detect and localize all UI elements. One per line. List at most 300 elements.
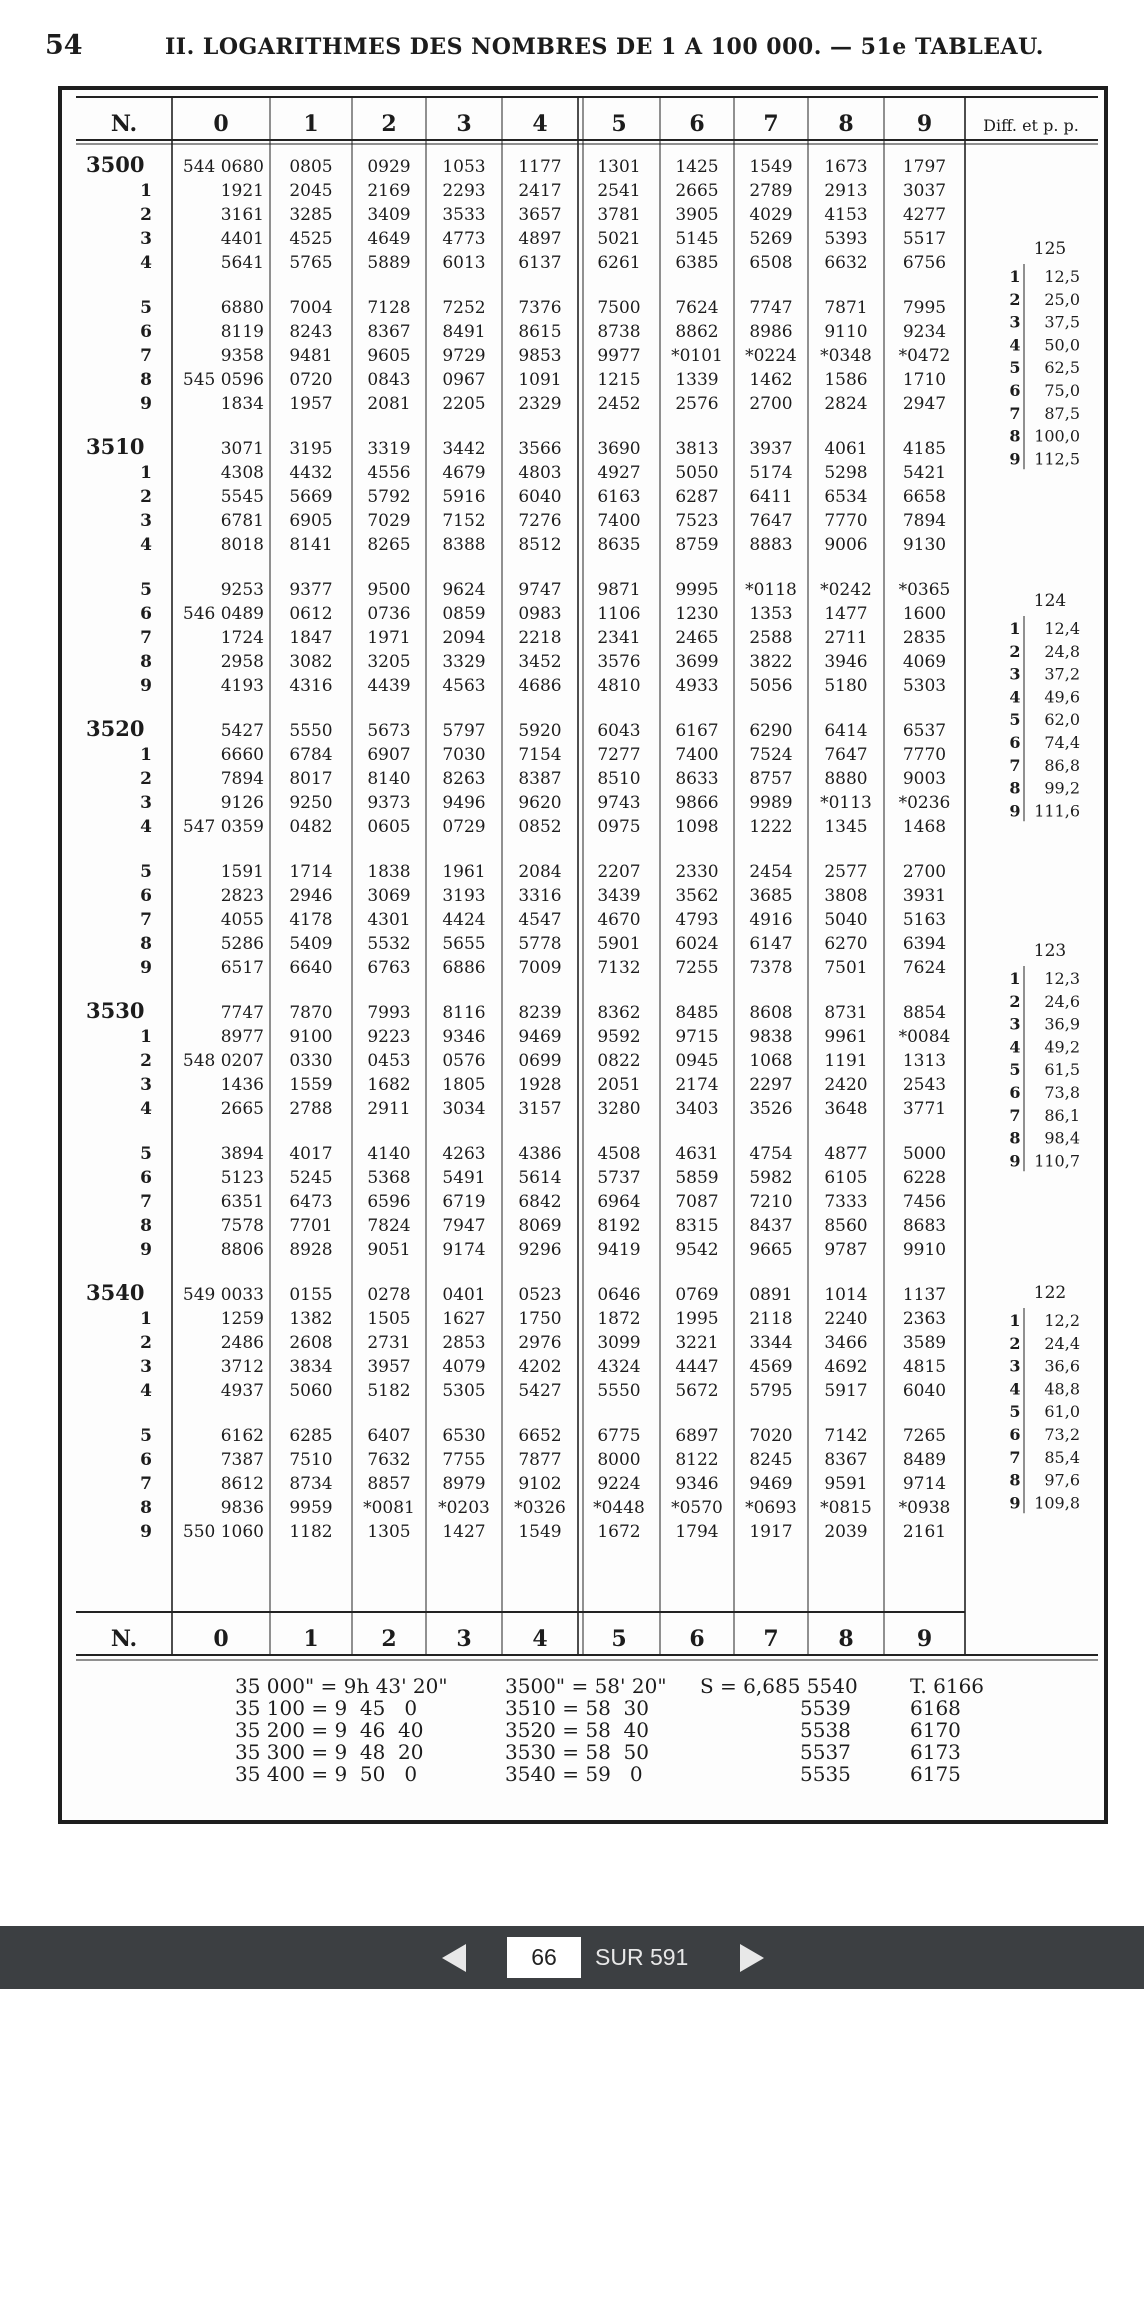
column-footer: 7	[763, 1626, 779, 1652]
table-cell: 9051	[367, 1240, 411, 1260]
table-cell: 4803	[518, 463, 562, 483]
table-cell: 2947	[902, 394, 947, 414]
table-cell: 7578	[220, 1216, 264, 1236]
table-cell: 5545	[220, 487, 264, 507]
table-cell: 8263	[442, 769, 486, 789]
table-cell: 8491	[442, 322, 486, 342]
row-number: 4	[140, 817, 152, 837]
table-cell: 7870	[289, 1003, 333, 1023]
table-cell: 6517	[220, 958, 264, 978]
pp-digit: 9	[1009, 449, 1021, 469]
row-number: 3	[140, 793, 152, 813]
pp-value: 49,6	[1044, 687, 1080, 707]
table-cell: 1313	[902, 1051, 947, 1071]
table-cell: 4424	[442, 910, 486, 930]
table-cell: 8734	[289, 1474, 333, 1494]
table-cell: 9715	[675, 1027, 719, 1047]
table-cell: 9481	[289, 346, 333, 366]
table-cell: 1961	[442, 862, 486, 882]
table-cell: 8683	[902, 1216, 947, 1236]
table-cell: 7004	[289, 298, 333, 318]
pp-digit: 3	[1009, 1014, 1021, 1034]
pp-digit: 9	[1009, 801, 1021, 821]
row-number: 9	[140, 1240, 152, 1260]
table-cell: 8367	[367, 322, 411, 342]
table-cell: 8116	[442, 1003, 486, 1023]
table-cell: 3699	[675, 652, 719, 672]
table-cell: 7456	[902, 1192, 947, 1212]
row-number: 4	[140, 535, 152, 555]
table-cell: 4140	[367, 1144, 411, 1164]
pp-digit: 2	[1009, 1333, 1021, 1353]
table-cell: 9836	[220, 1498, 264, 1518]
table-cell: 2039	[824, 1522, 868, 1542]
table-cell: 2788	[289, 1099, 333, 1119]
table-cell: 6880	[220, 298, 264, 318]
table-cell: 5305	[442, 1381, 486, 1401]
table-cell: 7020	[749, 1426, 793, 1446]
table-cell: 3439	[597, 886, 641, 906]
table-cell: 4069	[902, 652, 947, 672]
table-cell: 1838	[367, 862, 411, 882]
table-cell: 0736	[367, 604, 411, 624]
table-cell: 5393	[824, 229, 868, 249]
row-number: 8	[140, 1498, 152, 1518]
table-cell: *0693	[745, 1498, 797, 1518]
row-number: 3	[140, 1075, 152, 1095]
table-cell: 549 0033	[182, 1285, 264, 1305]
table-cell: 7128	[367, 298, 411, 318]
table-cell: *0570	[671, 1498, 723, 1518]
table-cell: 3781	[597, 205, 641, 225]
pp-digit: 5	[1009, 358, 1021, 378]
table-cell: 3452	[518, 652, 562, 672]
row-number: 2	[140, 1051, 152, 1071]
table-cell: 2207	[597, 862, 641, 882]
table-cell: 8437	[749, 1216, 793, 1236]
table-cell: 8738	[597, 322, 641, 342]
table-cell: 6763	[367, 958, 411, 978]
conversion-notes	[80, 1668, 1080, 1818]
table-cell: 1014	[824, 1285, 868, 1305]
table-cell: 2045	[289, 181, 333, 201]
table-cell: 6530	[442, 1426, 486, 1446]
table-cell: 6632	[824, 253, 868, 273]
table-cell: 9853	[518, 346, 562, 366]
table-cell: 2420	[824, 1075, 868, 1095]
table-cell: 3193	[442, 886, 486, 906]
pp-value: 86,8	[1044, 755, 1080, 775]
table-cell: 1834	[220, 394, 264, 414]
table-cell: 9961	[824, 1027, 868, 1047]
table-cell: 3466	[824, 1333, 868, 1353]
table-cell: 1230	[675, 604, 719, 624]
table-cell: 0843	[367, 370, 411, 390]
table-cell: 4773	[442, 229, 486, 249]
table-cell: 7265	[902, 1426, 947, 1446]
table-cell: 9592	[597, 1027, 641, 1047]
table-cell: 3685	[749, 886, 793, 906]
table-cell: 3808	[824, 886, 868, 906]
table-cell: 2576	[675, 394, 719, 414]
table-cell: 9250	[289, 793, 333, 813]
table-cell: 1353	[749, 604, 793, 624]
table-cell: 3931	[902, 886, 947, 906]
column-footer: 1	[303, 1626, 319, 1652]
table-cell: 4301	[367, 910, 411, 930]
row-number: 8	[140, 934, 152, 954]
conversion-cell: 35 300 = 9 48 20	[235, 1740, 424, 1764]
table-cell: 5792	[367, 487, 411, 507]
row-number: 6	[140, 886, 152, 906]
table-cell: *0242	[820, 580, 872, 600]
table-cell: 3442	[442, 439, 486, 459]
table-cell: 3566	[518, 439, 562, 459]
table-cell: 5056	[749, 676, 793, 696]
table-cell: 2465	[675, 628, 719, 648]
row-number: 3540	[86, 1280, 145, 1305]
table-cell: 5303	[902, 676, 947, 696]
table-cell: 5673	[367, 721, 411, 741]
column-footer: N.	[110, 1626, 138, 1652]
table-cell: 6756	[902, 253, 947, 273]
table-cell: 5532	[367, 934, 411, 954]
pp-value: 12,5	[1044, 267, 1080, 286]
table-cell: 5421	[902, 463, 947, 483]
table-cell: 2608	[289, 1333, 333, 1353]
table-cell: 7871	[824, 298, 868, 318]
table-cell: 6105	[824, 1168, 868, 1188]
pp-value: 97,6	[1044, 1470, 1080, 1490]
table-cell: 6775	[597, 1426, 641, 1446]
table-cell: 7995	[902, 298, 947, 318]
table-cell: 1672	[597, 1522, 641, 1542]
conversion-cell: 6168	[910, 1696, 961, 1720]
table-cell: 2911	[367, 1099, 411, 1119]
table-cell: 6781	[220, 511, 264, 531]
column-header: 7	[763, 111, 779, 137]
conversion-cell: 5535	[800, 1762, 851, 1786]
pp-value: 87,5	[1044, 403, 1080, 423]
table-cell: 6394	[902, 934, 947, 954]
table-cell: 9542	[675, 1240, 719, 1260]
table-cell: 9871	[597, 580, 641, 600]
table-cell: 2169	[367, 181, 411, 201]
table-cell: 6842	[518, 1192, 562, 1212]
column-footer: 8	[838, 1626, 854, 1652]
table-cell: 9006	[824, 535, 868, 555]
table-cell: 8367	[824, 1450, 868, 1470]
table-cell: 1586	[824, 370, 868, 390]
table-cell: *0472	[898, 346, 951, 366]
row-number: 6	[140, 1450, 152, 1470]
table-cell: 2711	[824, 628, 868, 648]
table-cell: 6534	[824, 487, 868, 507]
table-cell: 5795	[749, 1381, 793, 1401]
table-cell: 5427	[518, 1381, 562, 1401]
table-cell: 8757	[749, 769, 793, 789]
table-cell: 5916	[442, 487, 486, 507]
table-cell: *0113	[820, 793, 872, 813]
table-cell: 8883	[749, 535, 793, 555]
pp-digit: 5	[1009, 1402, 1021, 1422]
table-cell: 7152	[442, 511, 486, 531]
previous-page-icon[interactable]	[440, 1942, 470, 1974]
table-cell: 5286	[220, 934, 264, 954]
page-number-input[interactable]	[507, 1937, 581, 1978]
table-cell: 3771	[902, 1099, 947, 1119]
pp-value: 86,1	[1044, 1105, 1080, 1125]
table-cell: 2330	[675, 862, 719, 882]
table-cell: 4897	[518, 229, 562, 249]
diff-value: 125	[1033, 239, 1067, 259]
pp-digit: 7	[1009, 1105, 1021, 1125]
table-cell: 3403	[675, 1099, 719, 1119]
diff-value: 124	[1033, 591, 1067, 611]
table-cell: 1710	[902, 370, 947, 390]
table-cell: 6411	[749, 487, 793, 507]
table-cell: 4432	[289, 463, 333, 483]
column-footer: 6	[689, 1626, 705, 1652]
column-header: 2	[381, 111, 397, 137]
table-cell: 1794	[675, 1522, 719, 1542]
table-cell: 5427	[220, 721, 264, 741]
table-cell: 8862	[675, 322, 719, 342]
table-cell: 6508	[749, 253, 793, 273]
table-cell: 545 0596	[182, 370, 264, 390]
table-cell: 3316	[518, 886, 562, 906]
pp-value: 37,5	[1044, 312, 1080, 332]
table-cell: 9729	[442, 346, 486, 366]
table-cell: 8986	[749, 322, 793, 342]
table-cell: 1053	[442, 157, 486, 177]
table-cell: 3946	[824, 652, 868, 672]
table-cell: 1301	[597, 157, 641, 177]
pp-value: 61,0	[1044, 1402, 1080, 1422]
table-cell: 5491	[442, 1168, 486, 1188]
table-cell: 1995	[675, 1309, 719, 1329]
row-number: 7	[140, 346, 152, 366]
table-cell: 1259	[220, 1309, 264, 1329]
table-cell: 4686	[518, 676, 562, 696]
table-cell: 3822	[749, 652, 793, 672]
table-cell: 0967	[442, 370, 486, 390]
table-cell: 3285	[289, 205, 333, 225]
row-number: 9	[140, 394, 152, 414]
column-footer: 4	[532, 1626, 548, 1652]
table-cell: 4308	[220, 463, 264, 483]
table-cell: 1505	[367, 1309, 411, 1329]
table-cell: 5550	[289, 721, 333, 741]
table-cell: 3319	[367, 439, 411, 459]
row-number: 4	[140, 253, 152, 273]
column-header: 0	[213, 111, 229, 137]
column-header: 3	[456, 111, 472, 137]
table-cell: 9234	[902, 322, 947, 342]
table-cell: 6287	[675, 487, 719, 507]
table-cell: 3205	[367, 652, 411, 672]
conversion-cell: 3520 = 58 40	[505, 1718, 649, 1742]
table-cell: 2976	[518, 1333, 562, 1353]
table-cell: 5669	[289, 487, 333, 507]
table-cell: 3161	[220, 205, 264, 225]
table-cell: 0822	[597, 1051, 641, 1071]
table-cell: 8928	[289, 1240, 333, 1260]
next-page-icon[interactable]	[736, 1942, 766, 1974]
row-number: 6	[140, 322, 152, 342]
table-cell: 4927	[597, 463, 641, 483]
pp-digit: 7	[1009, 403, 1021, 423]
table-cell: 6040	[518, 487, 562, 507]
pp-digit: 7	[1009, 755, 1021, 775]
pp-digit: 3	[1009, 664, 1021, 684]
column-footer: 2	[381, 1626, 397, 1652]
table-cell: 6285	[289, 1426, 333, 1446]
row-number: 5	[140, 862, 152, 882]
table-cell: 8512	[518, 535, 562, 555]
table-cell: 4692	[824, 1357, 868, 1377]
table-cell: 2486	[220, 1333, 264, 1353]
column-footer: 3	[456, 1626, 472, 1652]
row-number: 2	[140, 205, 152, 225]
table-cell: 9346	[675, 1474, 719, 1494]
pp-value: 62,0	[1044, 710, 1080, 730]
table-cell: 2417	[518, 181, 562, 201]
pp-value: 24,4	[1044, 1333, 1080, 1353]
table-cell: 1345	[824, 817, 868, 837]
table-cell: 4316	[289, 676, 333, 696]
table-cell: 1971	[367, 628, 411, 648]
row-number: 5	[140, 1426, 152, 1446]
table-cell: 0975	[597, 817, 641, 837]
table-cell: 9223	[367, 1027, 411, 1047]
pp-digit: 5	[1009, 1060, 1021, 1080]
table-cell: 6407	[367, 1426, 411, 1446]
table-cell: 3099	[597, 1333, 641, 1353]
table-cell: 5050	[675, 463, 719, 483]
table-cell: 1436	[220, 1075, 264, 1095]
row-number: 3530	[86, 998, 145, 1023]
table-cell: 4193	[220, 676, 264, 696]
table-cell: 7647	[749, 511, 793, 531]
table-cell: 0852	[518, 817, 562, 837]
table-cell: 9358	[220, 346, 264, 366]
table-cell: 8633	[675, 769, 719, 789]
table-cell: 1191	[824, 1051, 868, 1071]
pp-value: 12,3	[1044, 969, 1080, 988]
table-cell: 8880	[824, 769, 868, 789]
table-cell: 4810	[597, 676, 641, 696]
table-cell: 0891	[749, 1285, 793, 1305]
table-cell: 6024	[675, 934, 719, 954]
row-number: 1	[140, 1309, 152, 1329]
pp-digit: 8	[1009, 426, 1021, 446]
table-cell: 547 0359	[182, 817, 264, 837]
table-cell: 4055	[220, 910, 264, 930]
conversion-cell: 3510 = 58 30	[505, 1696, 649, 1720]
table-cell: 1068	[749, 1051, 793, 1071]
table-cell: 4202	[518, 1357, 562, 1377]
table-cell: 9665	[749, 1240, 793, 1260]
table-cell: 0929	[367, 157, 411, 177]
table-cell: 5917	[824, 1381, 868, 1401]
table-cell: 4916	[749, 910, 793, 930]
diff-value: 123	[1033, 941, 1067, 961]
pp-digit: 6	[1009, 1425, 1021, 1444]
table-cell: 2700	[902, 862, 947, 882]
table-cell: 3834	[289, 1357, 333, 1377]
table-cell: 1917	[749, 1522, 793, 1542]
table-cell: 8017	[289, 769, 333, 789]
table-cell: 0401	[442, 1285, 486, 1305]
table-cell: 4386	[518, 1144, 562, 1164]
table-cell: 7877	[518, 1450, 562, 1470]
table-cell: 8510	[597, 769, 641, 789]
table-cell: 2363	[902, 1309, 947, 1329]
table-cell: 0983	[518, 604, 562, 624]
conversion-cell: T. 6166	[910, 1674, 985, 1698]
table-cell: 3037	[902, 181, 947, 201]
pp-value: 73,2	[1044, 1425, 1080, 1444]
column-header: 4	[532, 111, 548, 137]
table-cell: 4754	[749, 1144, 793, 1164]
table-cell: 3069	[367, 886, 411, 906]
table-cell: 5163	[902, 910, 947, 930]
table-cell: 8806	[220, 1240, 264, 1260]
pp-digit: 1	[1009, 969, 1021, 988]
conversion-cell: S = 6,685 5540	[700, 1674, 858, 1698]
row-number: 7	[140, 910, 152, 930]
table-cell: 0523	[518, 1285, 562, 1305]
table-cell: 1427	[442, 1522, 486, 1542]
pp-value: 98,4	[1044, 1128, 1080, 1148]
table-cell: 3221	[675, 1333, 719, 1353]
table-cell: 1797	[902, 157, 947, 177]
table-cell: 7894	[902, 511, 947, 531]
table-cell: 7400	[675, 745, 719, 765]
table-cell: 5859	[675, 1168, 719, 1188]
table-cell: 5269	[749, 229, 793, 249]
table-cell: 7510	[289, 1450, 333, 1470]
table-cell: 1339	[675, 370, 719, 390]
pp-value: 75,0	[1044, 381, 1080, 400]
table-cell: 5765	[289, 253, 333, 273]
table-cell: 7333	[824, 1192, 868, 1212]
table-cell: *0236	[898, 793, 951, 813]
table-cell: 5517	[902, 229, 947, 249]
table-cell: 9743	[597, 793, 641, 813]
table-cell: 1222	[749, 817, 793, 837]
table-cell: 4061	[824, 439, 868, 459]
page-navigation-bar	[0, 1926, 1144, 1989]
table-cell: 5060	[289, 1381, 333, 1401]
table-cell: 2541	[597, 181, 641, 201]
table-cell: 8265	[367, 535, 411, 555]
table-cell: 7747	[220, 1003, 264, 1023]
table-cell: 1177	[518, 157, 562, 177]
table-cell: 6013	[442, 253, 486, 273]
table-cell: 6658	[902, 487, 947, 507]
table-cell: 5550	[597, 1381, 641, 1401]
table-cell: 7501	[824, 958, 868, 978]
table-cell: 5368	[367, 1168, 411, 1188]
row-number: 2	[140, 1333, 152, 1353]
table-cell: 6270	[824, 934, 868, 954]
table-cell: 4556	[367, 463, 411, 483]
table-cell: 5614	[518, 1168, 562, 1188]
table-cell: 7252	[442, 298, 486, 318]
table-cell: 3562	[675, 886, 719, 906]
